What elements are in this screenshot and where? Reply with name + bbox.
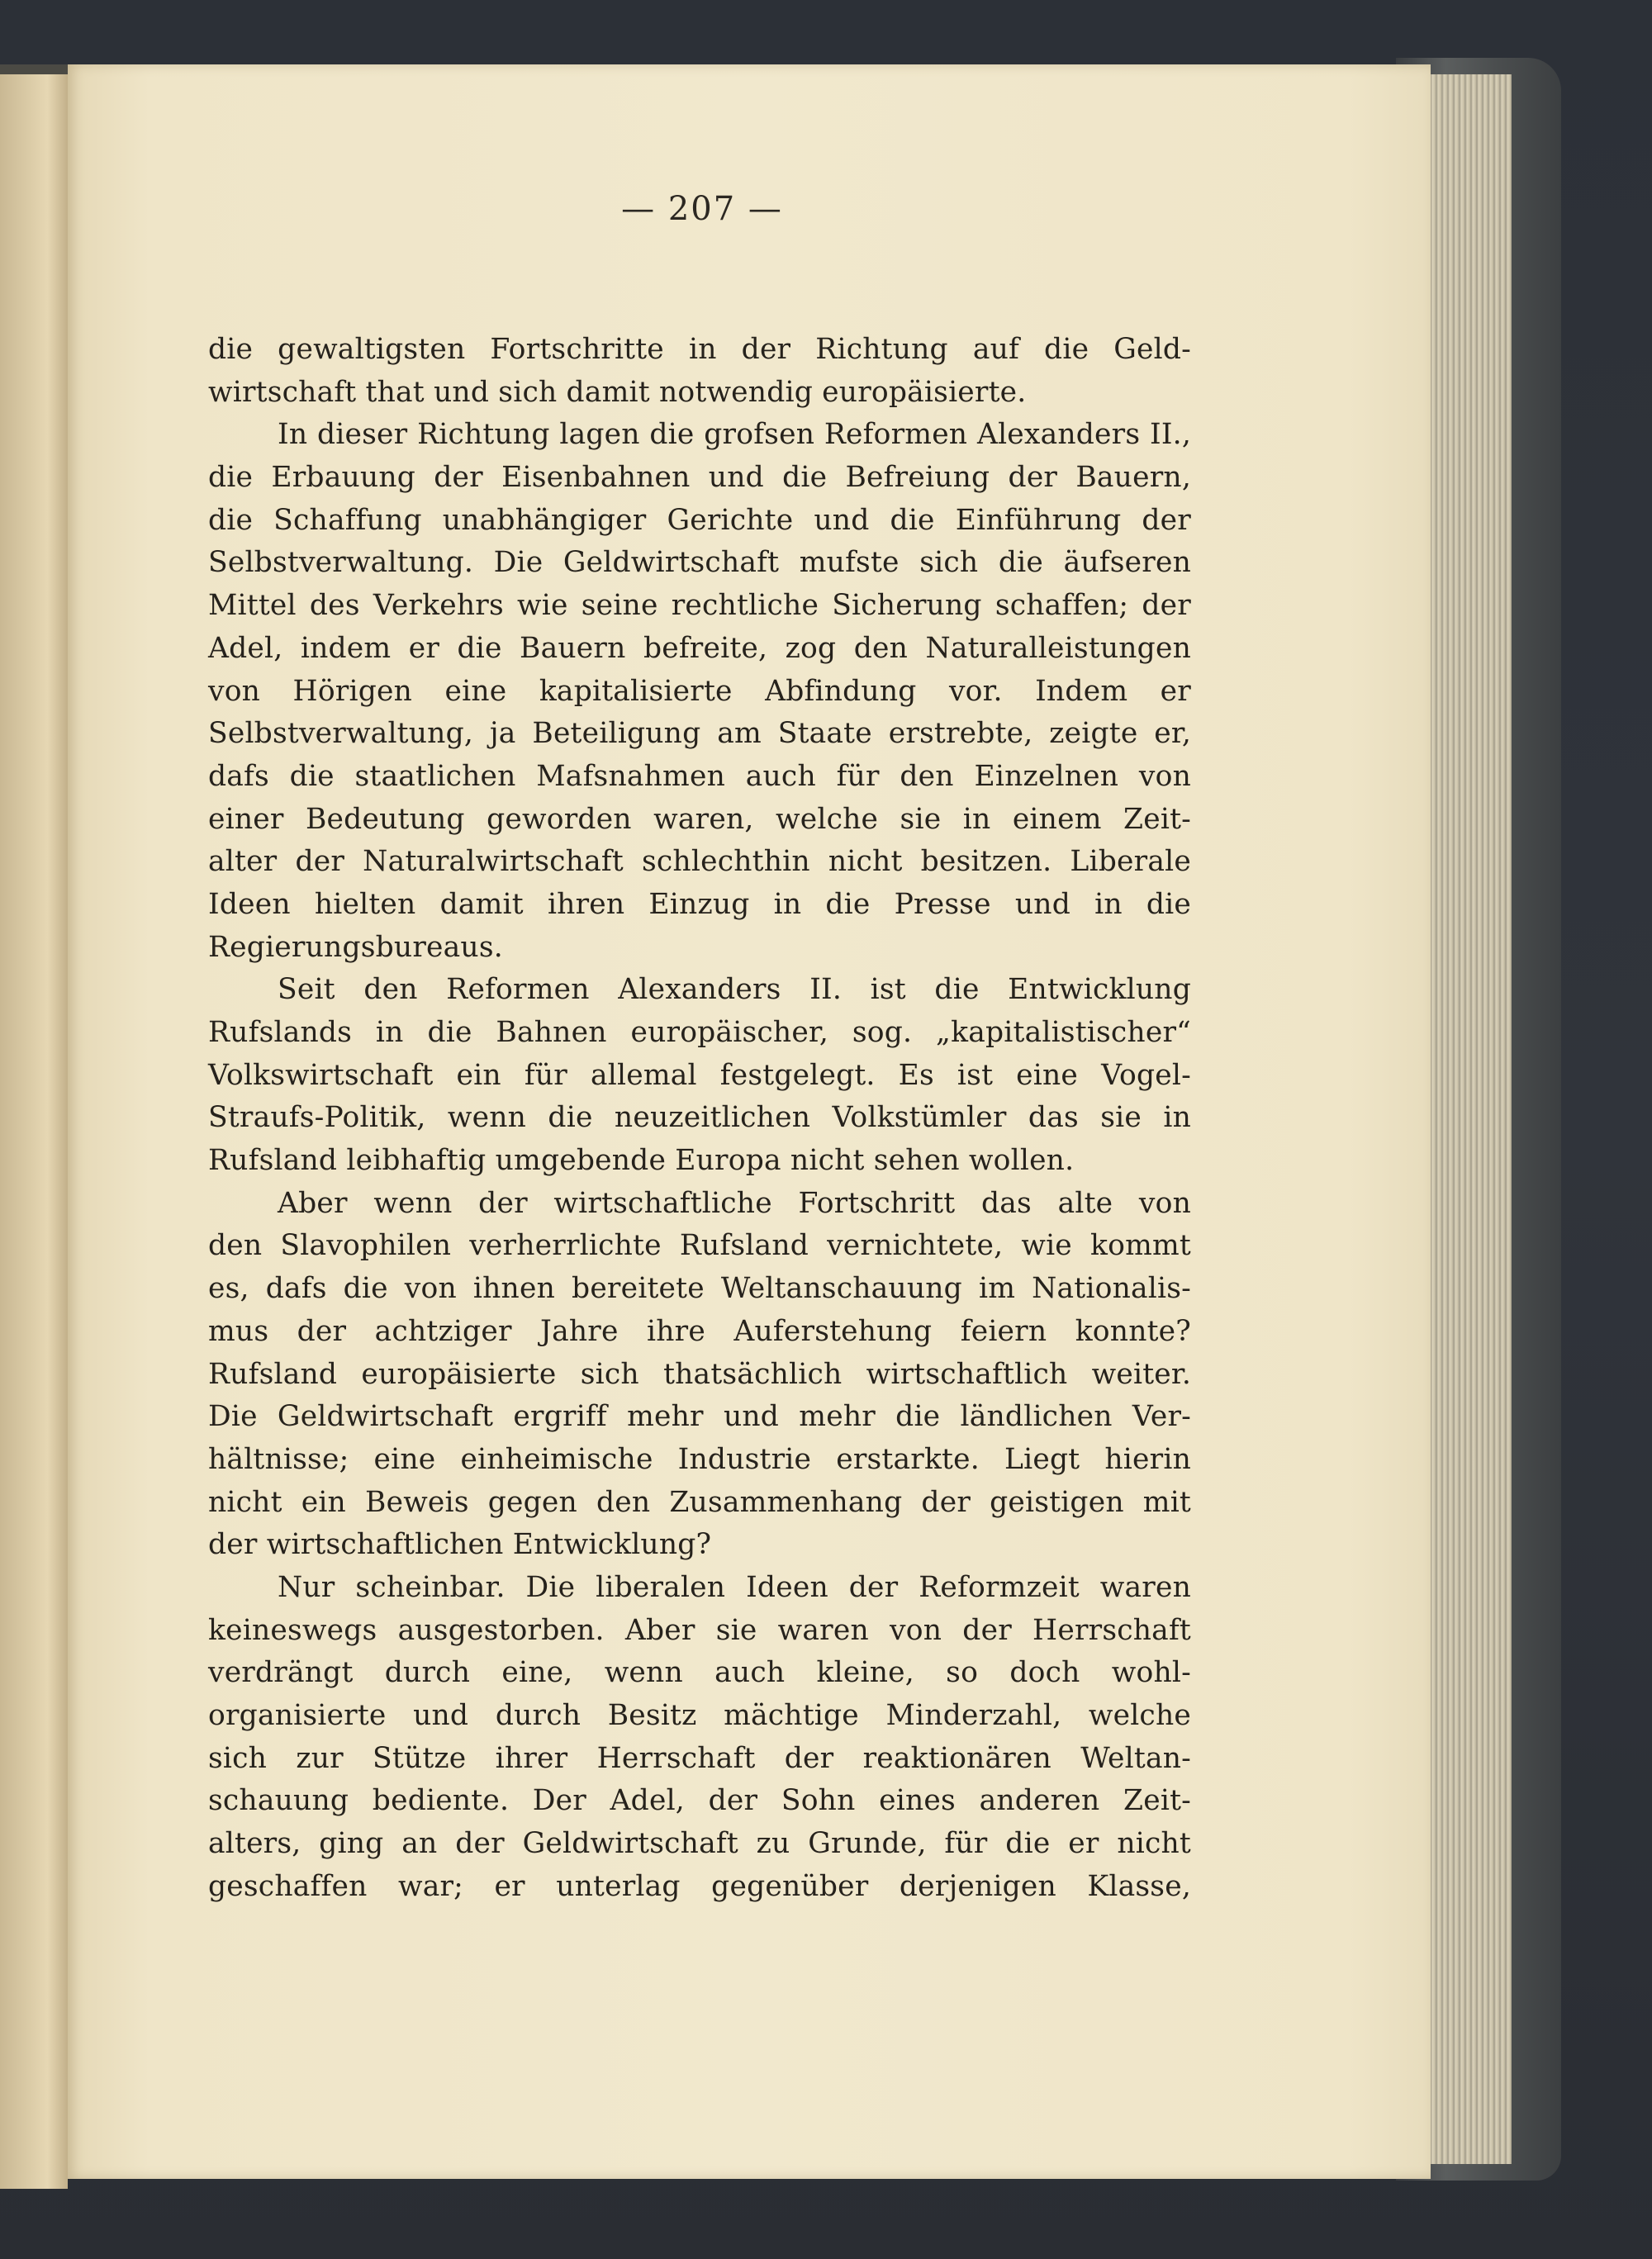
text-line: Adel, indem er die Bauern befreite, zog den Naturalleistungen: [208, 631, 1191, 665]
text-line: geschaffen war; er unterlag gegenüber derjenigen Klasse,: [208, 1869, 1191, 1903]
text-line: Rufsland europäisierte sich thatsächlich wirtschaftlich weiter.: [208, 1357, 1191, 1391]
text-line: nicht ein Beweis gegen den Zusammenhang der geistigen mit: [208, 1485, 1191, 1519]
text-line: Nur scheinbar. Die liberalen Ideen der Reformzeit waren: [278, 1570, 1191, 1604]
text-line: sich zur Stütze ihrer Herrschaft der reaktionären Weltan-: [208, 1741, 1191, 1775]
text-line: Selbstverwaltung. Die Geldwirtschaft mufste sich die äufseren: [208, 546, 1191, 580]
text-line: alter der Naturalwirtschaft schlechthin nicht besitzen. Liberale: [208, 845, 1191, 879]
text-line: einer Bedeutung geworden waren, welche sie in einem Zeit-: [208, 802, 1191, 836]
text-line: Volkswirtschaft ein für allemal festgelegt. Es ist eine Vogel-: [208, 1058, 1191, 1092]
text-line: Rufsland leibhaftig umgebende Europa nicht sehen wollen.: [208, 1144, 1075, 1178]
text-line: dafs die staatlichen Mafsnahmen auch für den Einzelnen von: [208, 759, 1191, 793]
text-line: es, dafs die von ihnen bereitete Weltanschauung im Nationalis-: [208, 1272, 1191, 1306]
text-line: Ideen hielten damit ihren Einzug in die Presse und in die: [208, 887, 1191, 921]
text-line: In dieser Richtung lagen die grofsen Reformen Alexanders II.,: [278, 418, 1191, 452]
text-line: Seit den Reformen Alexanders II. ist die Entwicklung: [278, 973, 1191, 1007]
text-line: wirtschaft that und sich damit notwendig europäisierte.: [208, 375, 1027, 409]
text-line: alters, ging an der Geldwirtschaft zu Grunde, für die er nicht: [208, 1827, 1191, 1861]
page-edges: [1421, 74, 1512, 2164]
text-line: hältnisse; eine einheimische Industrie erstarkte. Liegt hierin: [208, 1442, 1191, 1476]
text-line: Rufslands in die Bahnen europäischer, sog. „kapitalistischer“: [208, 1016, 1191, 1049]
text-line: keineswegs ausgestorben. Aber sie waren von der Herrschaft: [208, 1613, 1191, 1647]
text-line: Mittel des Verkehrs wie seine rechtliche Sicherung schaffen; der: [208, 589, 1191, 623]
text-line: die Schaffung unabhängiger Gerichte und die Einführung der: [208, 503, 1191, 537]
left-page-sliver: [0, 74, 68, 2189]
body-text: [208, 329, 1191, 1908]
text-line: der wirtschaftlichen Entwicklung?: [208, 1528, 712, 1562]
text-line: organisierte und durch Besitz mächtige Minderzahl, welche: [208, 1699, 1191, 1732]
text-line: mus der achtziger Jahre ihre Auferstehung feiern konnte?: [208, 1314, 1191, 1348]
text-line: Straufs-Politik, wenn die neuzeitlichen Volkstümler das sie in: [208, 1101, 1191, 1135]
text-line: die gewaltigsten Fortschritte in der Richtung auf die Geld-: [208, 333, 1191, 366]
text-line: von Hörigen eine kapitalisierte Abfindung vor. Indem er: [208, 674, 1191, 708]
text-line: Selbstverwaltung, ja Beteiligung am Staate erstrebte, zeigte er,: [208, 717, 1191, 751]
text-line: die Erbauung der Eisenbahnen und die Befreiung der Bauern,: [208, 461, 1191, 495]
text-line: schauung bediente. Der Adel, der Sohn eines anderen Zeit-: [208, 1784, 1191, 1818]
page-number: — 207 —: [621, 190, 783, 228]
text-line: Regierungsbureaus.: [208, 930, 503, 964]
text-line: verdrängt durch eine, wenn auch kleine, so doch wohl-: [208, 1656, 1191, 1690]
text-line: Aber wenn der wirtschaftliche Fortschritt das alte von: [278, 1186, 1191, 1220]
text-line: den Slavophilen verherrlichte Rufsland vernichtete, wie kommt: [208, 1229, 1191, 1263]
text-line: Die Geldwirtschaft ergriff mehr und mehr die ländlichen Ver-: [208, 1400, 1191, 1434]
